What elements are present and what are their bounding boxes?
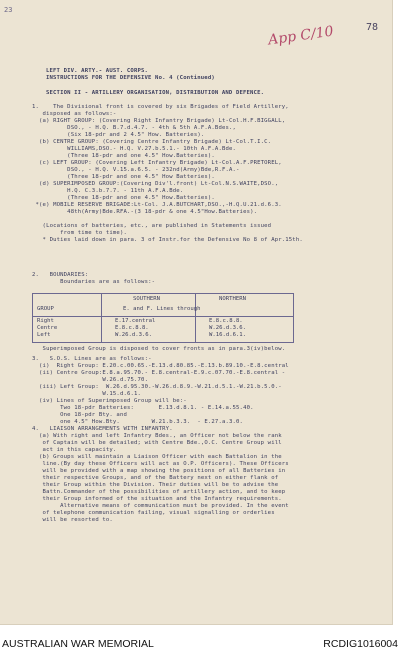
text-line: of telephone communication failing, visual signalling or orderlies bbox=[32, 510, 275, 516]
text-line: their Group within the Division. Their duties will be to advise the bbox=[32, 482, 279, 488]
text-line: DSO., - H.Q. B.7.d.4.7. - 4th & 5th A.F.A.Bdes., bbox=[32, 125, 237, 131]
text-line: of Captain will be detailed; with Centre Bde.,O.C. Centre Group will bbox=[32, 440, 282, 446]
text-line: (i) Right Group: E.20.c.00.65.-E.13.d.80.85.-E.13.b.89.10.-E.8.central bbox=[32, 363, 289, 369]
boundaries-table bbox=[32, 293, 294, 343]
text-line: Alternative means of communication must be provided. In the event bbox=[32, 503, 289, 509]
text-line: (c) LEFT GROUP: (Covering Left Infantry Brigade) Lt-Col.A.F.PRETOREL, bbox=[32, 160, 282, 166]
text-line: *(e) MOBILE RESERVE BRIGADE:Lt-Col. J.A.BUTCHART,DSO.,-H.Q.U.21.d.6.3. bbox=[32, 202, 282, 208]
folio-number: 78 bbox=[366, 22, 379, 33]
text-line: (Three 18-pdr and one 4.5" How.Batteries). bbox=[32, 195, 215, 201]
table-cell-northern: W.26.d.3.6. bbox=[209, 325, 247, 331]
text-line: 1. The Divisional front is covered by six Brigades of Field Artillery, bbox=[32, 104, 289, 110]
text-line: (Three 18-pdr and one 4.5" How Batteries). bbox=[32, 174, 215, 180]
text-line: act in this capacity. bbox=[32, 447, 117, 453]
text-line: disposed as follows:- bbox=[32, 111, 117, 117]
text-line: W.26.d.75.70. bbox=[32, 377, 149, 383]
text-line: (a) RIGHT GROUP: (Covering Right Infantry Brigade) Lt-Col.H.F.BIGGALL, bbox=[32, 118, 286, 124]
table-header-group: GROUP bbox=[37, 306, 54, 312]
text-line: 48th(Army)Bde.RFA.-(3 18-pdr & one 4.5"How.Batteries). bbox=[32, 209, 258, 215]
paragraph-2-note: Superimposed Group is disposed to cover fronts as in para.3(iv)below. bbox=[32, 346, 286, 352]
text-line: Boundaries are as follows:- bbox=[32, 279, 156, 285]
text-line: from time to time). bbox=[32, 230, 127, 236]
table-cell-group: Left bbox=[37, 332, 51, 338]
text-line: (b) Groups will maintain a Liaison Officer with each Battalion in the bbox=[32, 454, 282, 460]
text-line: * Duties laid down in para. 3 of Instr.for the Defensive No 8 of Apr.15th. bbox=[32, 237, 303, 243]
text-line: 4. LIAISON ARRANGEMENTS WITH INFANTRY. bbox=[32, 426, 173, 432]
archive-name: AUSTRALIAN WAR MEMORIAL bbox=[2, 638, 154, 650]
text-line: (Six 18-pdr and 2 4.5" How. Batteries). bbox=[32, 132, 205, 138]
text-line: H.Q. C.3.b.7.7. - 11th A.F.A.Bde. bbox=[32, 188, 184, 194]
section-heading: SECTION II - ARTILLERY ORGANISATION, DISTRIBUTION AND DEFENCE. bbox=[46, 90, 265, 96]
table-cell-group: Right bbox=[37, 318, 54, 324]
corner-mark: 23 bbox=[4, 6, 13, 14]
table-header-southern: SOUTHERN bbox=[133, 296, 160, 302]
text-line: 2. BOUNDARIES: bbox=[32, 272, 89, 278]
text-line: WILLIAMS,DSO.- H.Q. V.27.b.5.1.- 10th A.F.A.Bde. bbox=[32, 146, 237, 152]
table-cell-southern: W.26.d.3.6. bbox=[115, 332, 153, 338]
text-line: (iii) Left Group: W.26.d.95.30.-W.26.d.8.9.-W.21.d.5.1.-W.21.b.5.0.- bbox=[32, 384, 282, 390]
text-line: (ii) Centre Group:E.8.a.95.70.- E.8.central-E.9.c.07.70.-E.8.central - bbox=[32, 370, 286, 376]
text-line: (iv) Lines of Superimposed Group will be:- bbox=[32, 398, 187, 404]
text-line: Two 18-pdr Batteries: E.13.d.8.1. - E.14.a.55.40. bbox=[32, 405, 254, 411]
table-subheader: E. and F. Lines through bbox=[123, 306, 201, 312]
text-line: will be provided with a map showing the positions of all Batteries in bbox=[32, 468, 286, 474]
text-line: DSO., - H.Q. V.15.a.6.5. - 232nd(Army)Bde,R.F.A.- bbox=[32, 167, 240, 173]
table-cell-southern: E.17.central bbox=[115, 318, 156, 324]
table-cell-group: Centre bbox=[37, 325, 58, 331]
text-line: (b) CENTRE GROUP: (Covering Centre Infantry Brigade) Lt-Col.T.I.C. bbox=[32, 139, 272, 145]
text-line: (d) SUPERIMPOSED GROUP:(Covering Div'l.front) Lt-Col.N.S.WAITE,DSO., bbox=[32, 181, 279, 187]
table-cell-northern: E.8.c.8.8. bbox=[209, 318, 243, 324]
archive-footer bbox=[0, 632, 402, 654]
table-divider bbox=[33, 316, 293, 317]
text-line: (Locations of batteries, etc., are published in Statements issued bbox=[32, 223, 272, 229]
handwritten-annotation: App C/10 bbox=[267, 23, 335, 49]
text-line: One 18-pdr Bty. and bbox=[32, 412, 127, 418]
table-column-rule bbox=[101, 294, 102, 342]
text-line: line.(By day these Officers will act as O.P. Officers). These Officers bbox=[32, 461, 289, 467]
text-line: will be resorted to. bbox=[32, 517, 113, 523]
text-line: Battn.Commander of the possibilities of artillery action, and to keep bbox=[32, 489, 286, 495]
table-column-rule bbox=[195, 294, 196, 342]
text-line: their respective Groups, and of the Battery next on either flank of bbox=[32, 475, 279, 481]
table-cell-southern: E.8.c.8.8. bbox=[115, 325, 149, 331]
text-line: (Three 18-pdr and one 4.5" How.Batteries). bbox=[32, 153, 215, 159]
text-line: (a) With right and left Infantry Bdes., an Officer not below the rank bbox=[32, 433, 282, 439]
text-line: one 4.5" How.Bty. W.21.b.3.3. - E.27.a.3.0. bbox=[32, 419, 244, 425]
text-line: their Group informed of the situation and the Infantry requirements. bbox=[32, 496, 282, 502]
table-header-northern: NORTHERN bbox=[219, 296, 246, 302]
document-title-line-2: INSTRUCTIONS FOR THE DEFENSIVE No. 4 (Continued) bbox=[46, 75, 215, 81]
archive-reference: RCDIG1016004 bbox=[323, 638, 398, 650]
document-title-line-1: LEFT DIV. ARTY.- AUST. CORPS. bbox=[46, 68, 149, 74]
text-line: 3. S.O.S. Lines are as follows:- bbox=[32, 356, 152, 362]
text-line: W.15.d.6.1. bbox=[32, 391, 142, 397]
table-cell-northern: W.16.d.6.1. bbox=[209, 332, 247, 338]
